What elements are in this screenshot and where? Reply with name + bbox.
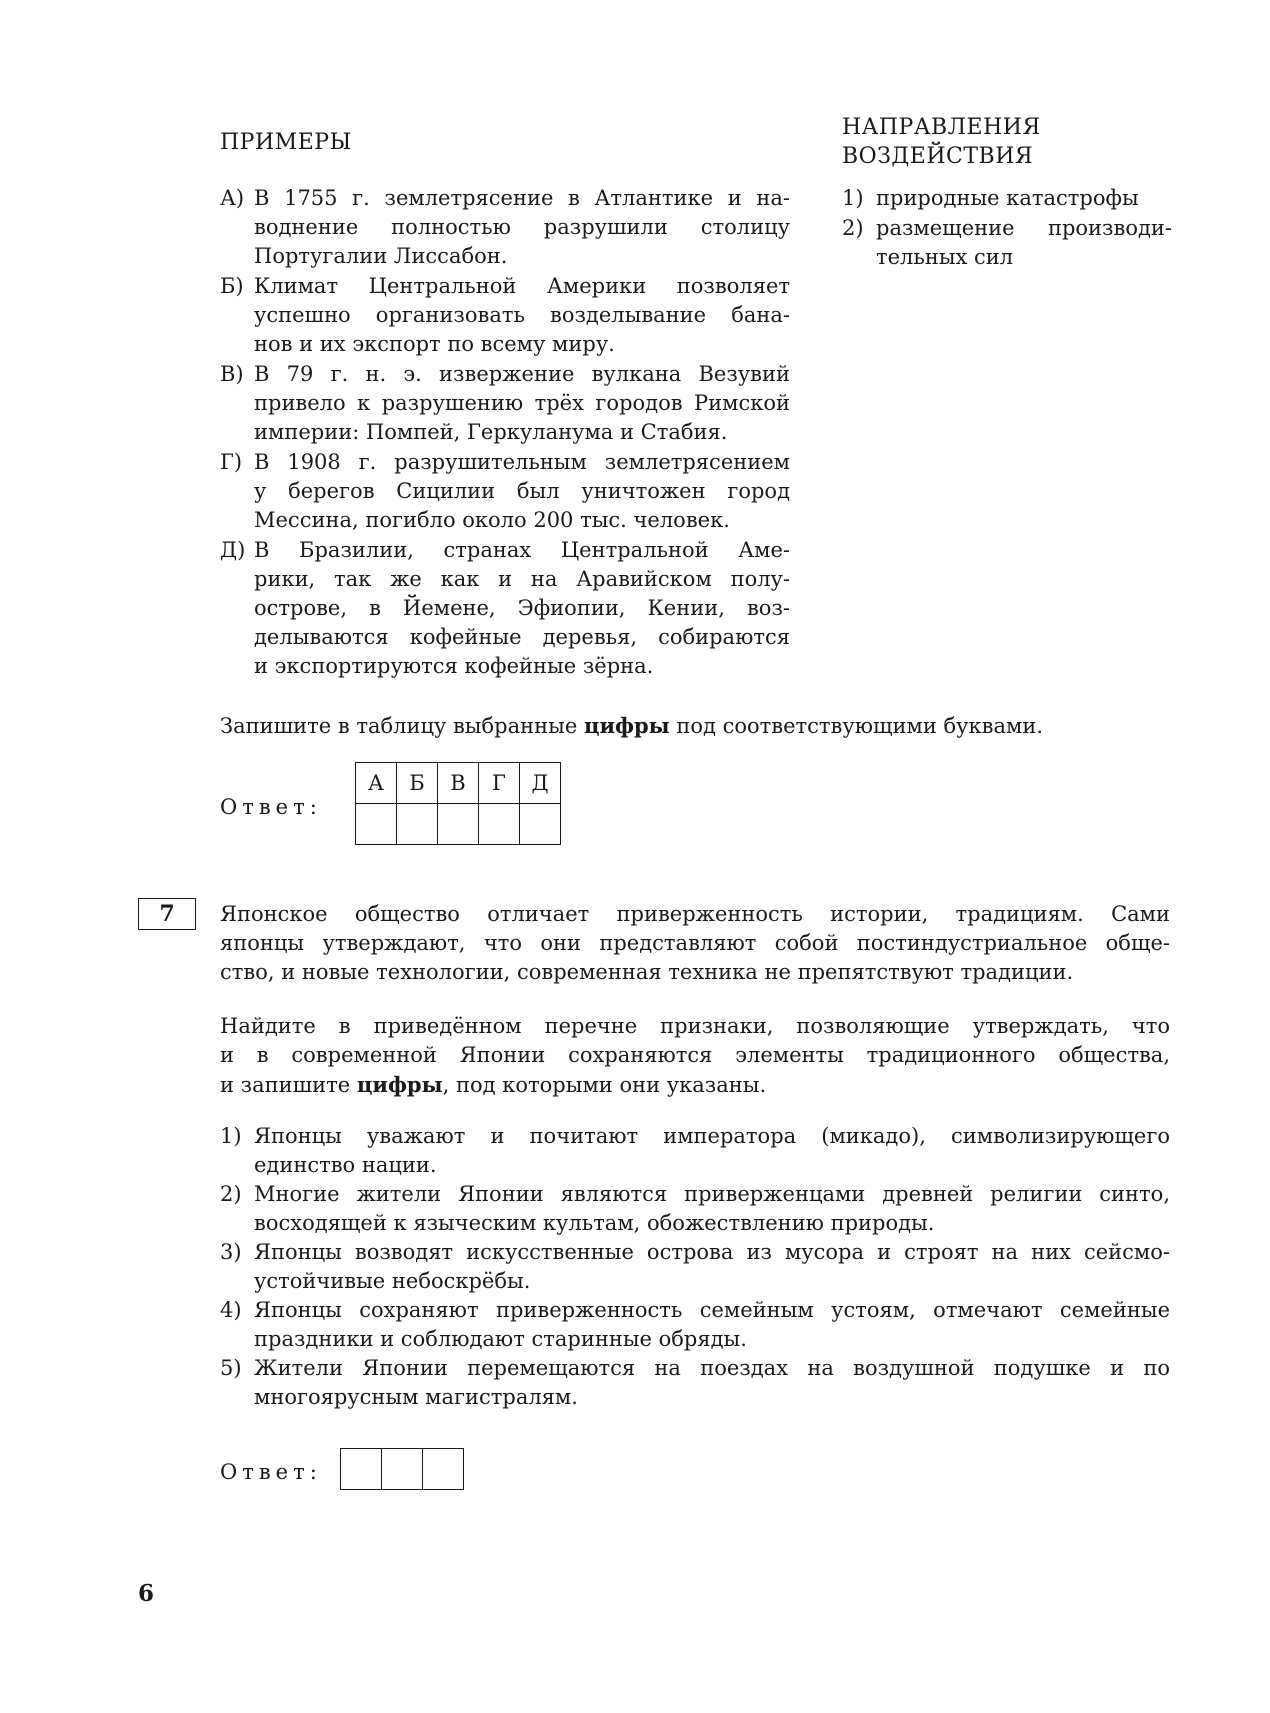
page-number: 6	[138, 1580, 155, 1607]
answer-cell-b[interactable]	[397, 804, 438, 845]
answer-boxes-task7	[340, 1448, 464, 1490]
option-item-2: 2) Многие жители Японии являются приверженцами древней религии синто, восходящей к языческим культам, обожествлению природы.	[220, 1182, 1170, 1235]
option-item-4: 4) Японцы сохраняют приверженность семейным устоям, отмечают семейные праздники и соблюдают старинные обряды.	[220, 1298, 1170, 1351]
table-header-d: Д	[520, 763, 561, 804]
direction-item-1: 1) природные катастрофы	[842, 186, 1139, 210]
task7-intro: Японское общество отличает приверженность истории, традициям. Сами японцы утверждают, что они представляют собой постиндустриальное обще- ство, и новые технологии, современная техника не препятствуют традиции.	[220, 902, 1170, 984]
answer-cell-a[interactable]	[356, 804, 397, 845]
directions-header: НАПРАВЛЕНИЯ ВОЗДЕЙСТВИЯ	[842, 115, 1041, 169]
answer-label-task7: Ответ:	[220, 1460, 322, 1484]
task-number-badge: 7	[138, 898, 196, 930]
instruction-task6: Запишите в таблицу выбранные цифры под соответствующими буквами.	[220, 713, 1044, 738]
table-header-v: В	[438, 763, 479, 804]
example-item-a: А) В 1755 г. землетрясение в Атлантике и на- воднение полностью разрушили столицу Португалии Лиссабон.	[220, 186, 790, 268]
examples-header: ПРИМЕРЫ	[220, 130, 352, 155]
option-item-1: 1) Японцы уважают и почитают императора (микадо), символизирующего единство нации.	[220, 1124, 1170, 1177]
answer-label-task6: Ответ:	[220, 795, 322, 819]
answer-cell-v[interactable]	[438, 804, 479, 845]
answer-cell-g[interactable]	[479, 804, 520, 845]
table-header-g: Г	[479, 763, 520, 804]
table-header-b: Б	[397, 763, 438, 804]
option-item-3: 3) Японцы возводят искусственные острова из мусора и строят на них сейсмо- устойчивые небоскрёбы.	[220, 1240, 1170, 1293]
table-header-a: А	[356, 763, 397, 804]
answer-table-task6	[355, 762, 561, 845]
example-item-v: В) В 79 г. н. э. извержение вулкана Везувий привело к разрушению трёх городов Римской империи: Помпей, Геркуланума и Стабия.	[220, 362, 790, 444]
example-item-b: Б) Климат Центральной Америки позволяет успешно организовать возделывание бана- нов и их экспорт по всему миру.	[220, 274, 790, 356]
task7-question: Найдите в приведённом перечне признаки, позволяющие утверждать, что и в современной Японии сохраняются элементы традиционного общества, и запишите цифры, под которыми они указаны.	[220, 1014, 1170, 1097]
answer-box-3[interactable]	[423, 1449, 464, 1490]
direction-item-2: 2) размещение производи- тельных сил	[842, 216, 1172, 269]
example-item-g: Г) В 1908 г. разрушительным землетрясением у берегов Сицилии был уничтожен город Мессина, погибло около 200 тыс. человек.	[220, 450, 790, 532]
option-item-5: 5) Жители Японии перемещаются на поездах на воздушной подушке и по многоярусным магистралям.	[220, 1356, 1170, 1409]
answer-box-2[interactable]	[382, 1449, 423, 1490]
answer-box-1[interactable]	[341, 1449, 382, 1490]
example-item-d: Д) В Бразилии, странах Центральной Аме- рики, так же как и на Аравийском полу- острове, в Йемене, Эфиопии, Кении, воз- делываются кофейные деревья, собираются и экспортируются кофейные зёрна.	[220, 538, 790, 678]
answer-cell-d[interactable]	[520, 804, 561, 845]
